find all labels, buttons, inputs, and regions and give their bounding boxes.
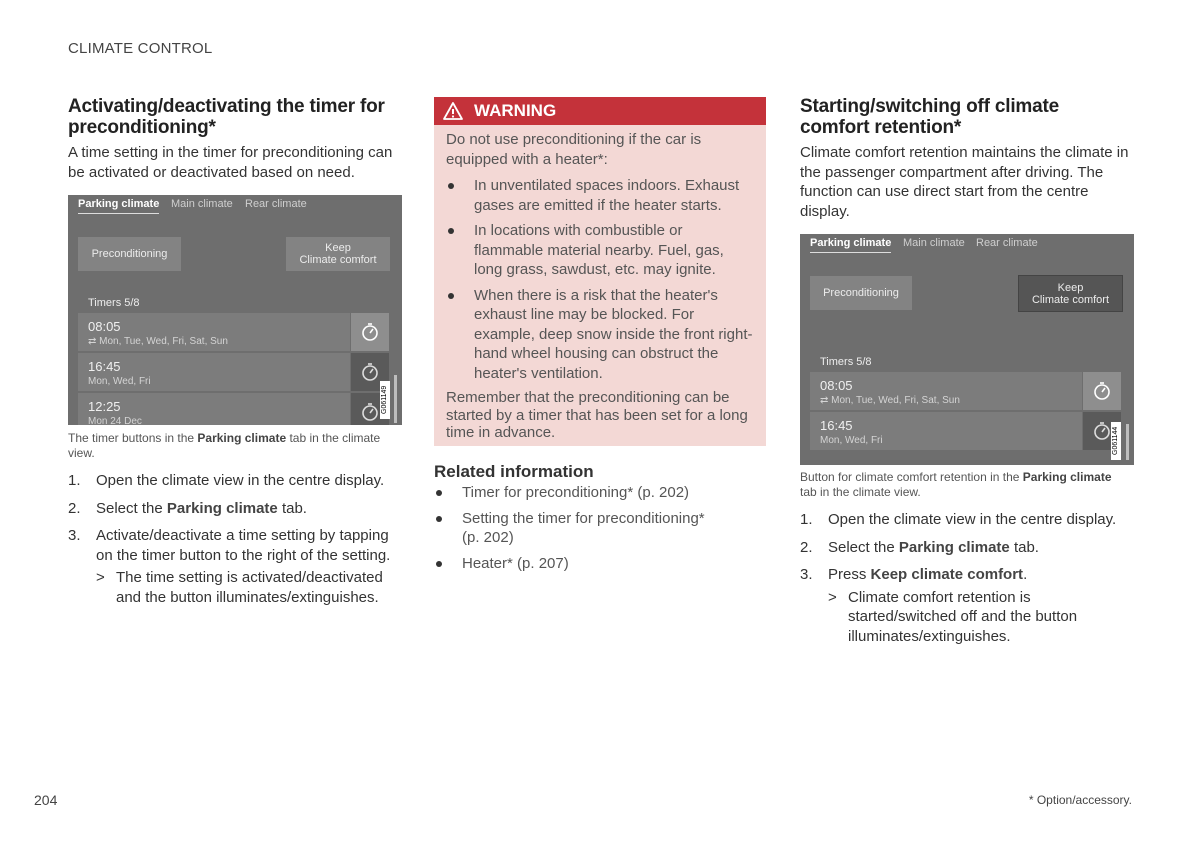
timer-icon bbox=[360, 402, 380, 422]
step-2 bbox=[68, 499, 403, 519]
step-text: . bbox=[1023, 566, 1028, 583]
step-number: 1. bbox=[68, 472, 81, 489]
timer-screenshot bbox=[68, 195, 402, 425]
step-result bbox=[828, 588, 1132, 647]
timer-time: 08:05 bbox=[88, 319, 121, 334]
tab-rear-climate: Rear climate bbox=[976, 237, 1038, 249]
section-header: CLIMATE CONTROL bbox=[68, 40, 213, 57]
caption-text: Button for climate comfort retention in the bbox=[800, 470, 1023, 484]
result-marker: > bbox=[828, 588, 837, 606]
warning-item: In unventilated spaces indoors. Exhaust gases are emitted if the heater starts. bbox=[446, 176, 754, 215]
scrollbar bbox=[1126, 424, 1129, 460]
warning-box bbox=[434, 97, 766, 446]
timer-steps bbox=[68, 471, 403, 615]
step-result bbox=[96, 568, 403, 607]
warning-triangle-icon bbox=[442, 101, 464, 121]
timer-row bbox=[78, 393, 350, 425]
result-text: Climate comfort retention is started/switched off and the button illuminates/extinguishes. bbox=[848, 588, 1078, 645]
timer-toggle-button bbox=[1083, 372, 1121, 410]
timer-icon bbox=[360, 322, 380, 342]
step-number: 3. bbox=[68, 527, 81, 544]
warning-header bbox=[434, 97, 766, 125]
related-link[interactable]: Heater* (p. 207) bbox=[434, 554, 764, 574]
timer-time: 16:45 bbox=[820, 418, 853, 433]
related-link[interactable]: Timer for preconditioning* (p. 202) bbox=[434, 483, 764, 503]
result-marker: > bbox=[96, 569, 105, 586]
keep-climate-comfort-button: Keep Climate comfort bbox=[286, 237, 390, 271]
keep-climate-comfort-button: Keep Climate comfort bbox=[1018, 275, 1123, 312]
timer-icon bbox=[1092, 421, 1112, 441]
step-number: 1. bbox=[800, 511, 813, 528]
footnote: * Option/accessory. bbox=[1028, 793, 1132, 807]
result-text: The time setting is activated/deactivated and the button illuminates/extinguishes. bbox=[116, 569, 383, 606]
caption-bold: Parking climate bbox=[1022, 470, 1112, 484]
timer-row bbox=[78, 313, 350, 351]
step-bold: Parking climate bbox=[166, 499, 278, 517]
comfort-intro: Climate comfort retention maintains the climate in the passenger compartment after driving. The function can use direct start from the centre display. bbox=[800, 144, 1129, 220]
step-number: 3. bbox=[800, 566, 813, 583]
timer-intro: A time setting in the timer for preconditioning can be activated or deactivated based on need. bbox=[68, 144, 393, 181]
step-3 bbox=[68, 526, 403, 607]
step-text: Open the climate view in the centre display. bbox=[828, 511, 1117, 528]
timer-time: 16:45 bbox=[88, 359, 121, 374]
step-number: 2. bbox=[68, 499, 81, 517]
tab-main-climate: Main climate bbox=[171, 198, 233, 210]
caption-bold: Parking climate bbox=[197, 431, 287, 445]
related-links bbox=[434, 483, 764, 573]
timer-time: 08:05 bbox=[820, 378, 853, 393]
step-text: Select the bbox=[96, 499, 167, 517]
related-link[interactable]: Setting the timer for preconditioning* (p. 202) bbox=[434, 509, 722, 548]
caption-text: tab in the climate view. bbox=[800, 485, 921, 499]
warning-intro: Do not use preconditioning if the car is equipped with a heater*: bbox=[446, 131, 702, 168]
timer-days: ⇄ Mon, Tue, Wed, Fri, Sat, Sun bbox=[820, 395, 960, 406]
warning-list bbox=[446, 176, 754, 383]
figure-code: G061144 bbox=[1111, 422, 1121, 460]
timer-row bbox=[810, 372, 1082, 410]
comfort-caption bbox=[800, 470, 1130, 500]
warning-item: In locations with combustible or flammable material nearby. Fuel, gas, long grass, sawdust, etc. may ignite. bbox=[446, 221, 754, 280]
timer-days: Mon 24 Dec bbox=[88, 416, 142, 425]
timer-row bbox=[810, 412, 1082, 450]
timer-heading: Activating/deactivating the timer for preconditioning* bbox=[68, 96, 385, 138]
timer-days: Mon, Wed, Fri bbox=[88, 376, 151, 387]
scrollbar bbox=[394, 375, 397, 423]
comfort-steps bbox=[800, 510, 1132, 654]
timer-days: Mon, Wed, Fri bbox=[820, 435, 883, 446]
timer-toggle-button bbox=[351, 313, 389, 351]
timers-count: Timers 5/8 bbox=[820, 356, 872, 368]
timer-time: 12:25 bbox=[88, 399, 121, 414]
caption-text: The timer buttons in the bbox=[68, 431, 198, 445]
tab-parking-climate: Parking climate bbox=[810, 237, 891, 253]
timer-row bbox=[78, 353, 350, 391]
step-text: Press bbox=[828, 566, 871, 583]
tab-parking-climate: Parking climate bbox=[78, 198, 159, 214]
related-heading: Related information bbox=[434, 462, 594, 481]
step-text: tab. bbox=[277, 499, 307, 517]
preconditioning-button: Preconditioning bbox=[78, 237, 181, 271]
step-1 bbox=[68, 471, 403, 491]
warning-item: When there is a risk that the heater's exhaust line may be blocked. For example, deep snow inside the front right-hand wheel housing can obstruct the heater's ventilation. bbox=[446, 286, 754, 384]
step-3 bbox=[800, 565, 1132, 646]
timers-count: Timers 5/8 bbox=[88, 297, 140, 309]
warning-footer: Remember that the preconditioning can be started by a timer that has been set for a long time in advance. bbox=[446, 389, 748, 441]
step-text: tab. bbox=[1009, 538, 1039, 556]
step-text: Activate/deactivate a time setting by tapping on the timer button to the right of the setting. bbox=[96, 527, 391, 564]
step-text: Open the climate view in the centre display. bbox=[96, 472, 385, 489]
step-2 bbox=[800, 538, 1132, 558]
preconditioning-button: Preconditioning bbox=[810, 276, 912, 310]
comfort-screenshot bbox=[800, 234, 1134, 465]
comfort-heading: Starting/switching off climate comfort retention* bbox=[800, 96, 1059, 138]
page-number: 204 bbox=[34, 792, 58, 808]
tab-rear-climate: Rear climate bbox=[245, 198, 307, 210]
timer-icon bbox=[1092, 381, 1112, 401]
column-timer bbox=[68, 96, 403, 182]
timer-icon bbox=[360, 362, 380, 382]
tab-main-climate: Main climate bbox=[903, 237, 965, 249]
related-information bbox=[434, 462, 764, 573]
caption-text: tab in the climate view. bbox=[68, 431, 381, 460]
column-comfort bbox=[800, 96, 1132, 221]
step-text: Select the bbox=[828, 538, 899, 556]
warning-title: WARNING bbox=[474, 101, 557, 120]
timer-caption bbox=[68, 431, 398, 461]
step-number: 2. bbox=[800, 538, 813, 556]
step-1 bbox=[800, 510, 1132, 530]
figure-code: G061149 bbox=[380, 381, 390, 419]
timer-days: ⇄ Mon, Tue, Wed, Fri, Sat, Sun bbox=[88, 336, 228, 347]
step-bold: Parking climate bbox=[898, 538, 1010, 556]
step-bold: Keep climate comfort bbox=[870, 566, 1024, 583]
